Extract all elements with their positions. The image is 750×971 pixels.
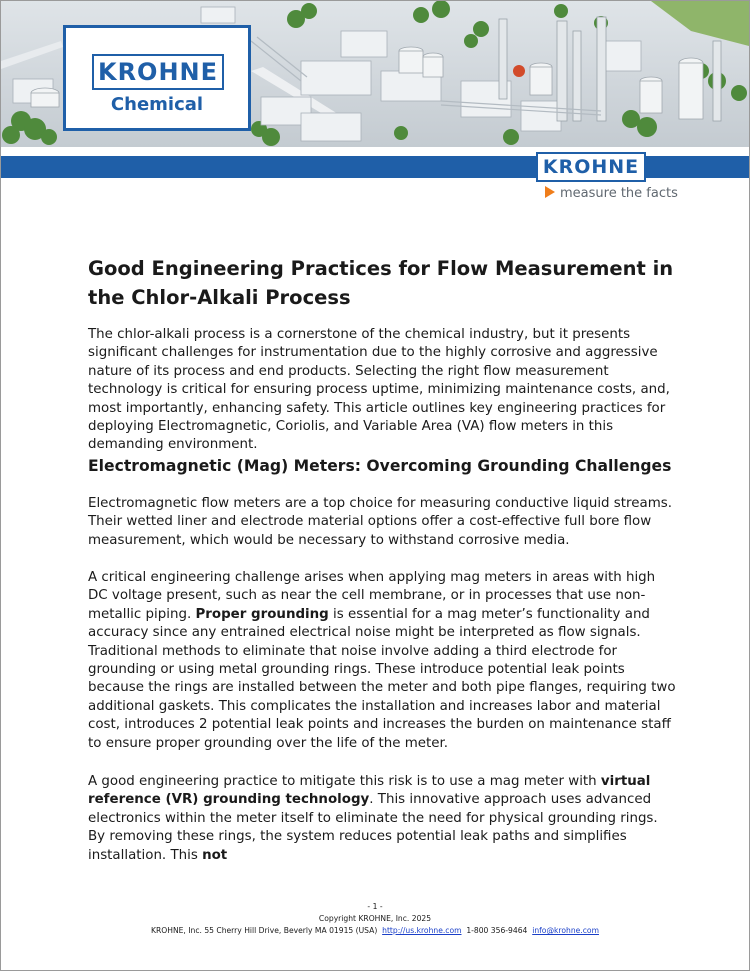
tagline-text: measure the facts	[560, 186, 678, 201]
footer-contact	[0, 926, 750, 935]
krohne-chemical-logo	[63, 25, 251, 131]
copyright: Copyright KROHNE, Inc. 2025	[318, 914, 432, 923]
logo-sub-text: Chemical	[110, 94, 204, 115]
tagline	[545, 186, 678, 201]
play-arrow-icon	[545, 186, 555, 198]
krohne-logo: KROHNE	[536, 152, 646, 182]
footer-phone: 1-800 356-9464	[466, 926, 528, 935]
website-link[interactable]: http://us.krohne.com	[382, 926, 462, 935]
footer-address: KROHNE, Inc. 55 Cherry Hill Drive, Beverly MA 01915 (USA)	[151, 926, 378, 935]
email-link[interactable]: info@krohne.com	[532, 926, 599, 935]
article-title: Good Engineering Practices for Flow Measurement in the Chlor-Alkali Process	[88, 257, 674, 309]
logo-brand-text: KROHNE	[92, 54, 224, 90]
paragraph-2-bold: Proper grounding	[195, 606, 329, 622]
paragraph-3-bold: virtual reference (VR) grounding technology	[88, 774, 651, 808]
intro-paragraph: The chlor-alkali process is a cornerstone of the chemical industry, but it presents significant challenges for instrumentation due to the highly corrosive and aggressive nature of its process and end products. Selecting the right flow measurement technology is critical for ensuring process uptime, minimizing maintenance costs, and, most importantly, enhancing safety. This article outlines key engineering practices for deploying Electromagnetic, Coriolis, and Variable Area (VA) flow meters in this demanding environment.	[88, 327, 670, 453]
page-number: - 1 -	[367, 902, 383, 911]
paragraph-2	[88, 569, 678, 753]
paragraph-1: Electromagnetic flow meters are a top choice for measuring conductive liquid streams. Their wetted liner and electrode material options offer a cost-effective full bore flow measurement, which would be necessary to withstand corrosive media.	[88, 496, 672, 548]
paragraph-3-text-b: . This innovative approach uses advanced electronics within the meter itself to eliminate the need for physical grounding rings. By removing these rings, the system reduces potential leak paths and simplifies installation. This	[88, 792, 658, 863]
paragraph-3	[88, 773, 678, 865]
paragraph-2-text-b: is essential for a mag meter’s functionality and accuracy since any entrained electrical noise might be interpreted as flow signals. Traditional methods to eliminate that noise involve adding a third electrode for grounding or using metal grounding rings. These introduce potential leak points because the rings are installed between the meter and both pipe flanges, requiring two additional gaskets. This complicates the installation and increases labor and material cost, introduces 2 potential leak points and increases the burden on maintenance staff to ensure proper grounding over the life of the meter.	[88, 606, 676, 751]
section-heading: Electromagnetic (Mag) Meters: Overcoming Grounding Challenges	[88, 457, 672, 475]
paragraph-2-text-a: A critical engineering challenge arises when applying mag meters in areas with high DC voltage present, such as near the cell membrane, or in processes that use non-metallic piping.	[88, 570, 656, 622]
header-banner-image	[1, 1, 749, 147]
paragraph-3-text-a: A good engineering practice to mitigate this risk is to use a mag meter with	[88, 774, 601, 789]
paragraph-3-bold-end: not	[202, 847, 228, 863]
